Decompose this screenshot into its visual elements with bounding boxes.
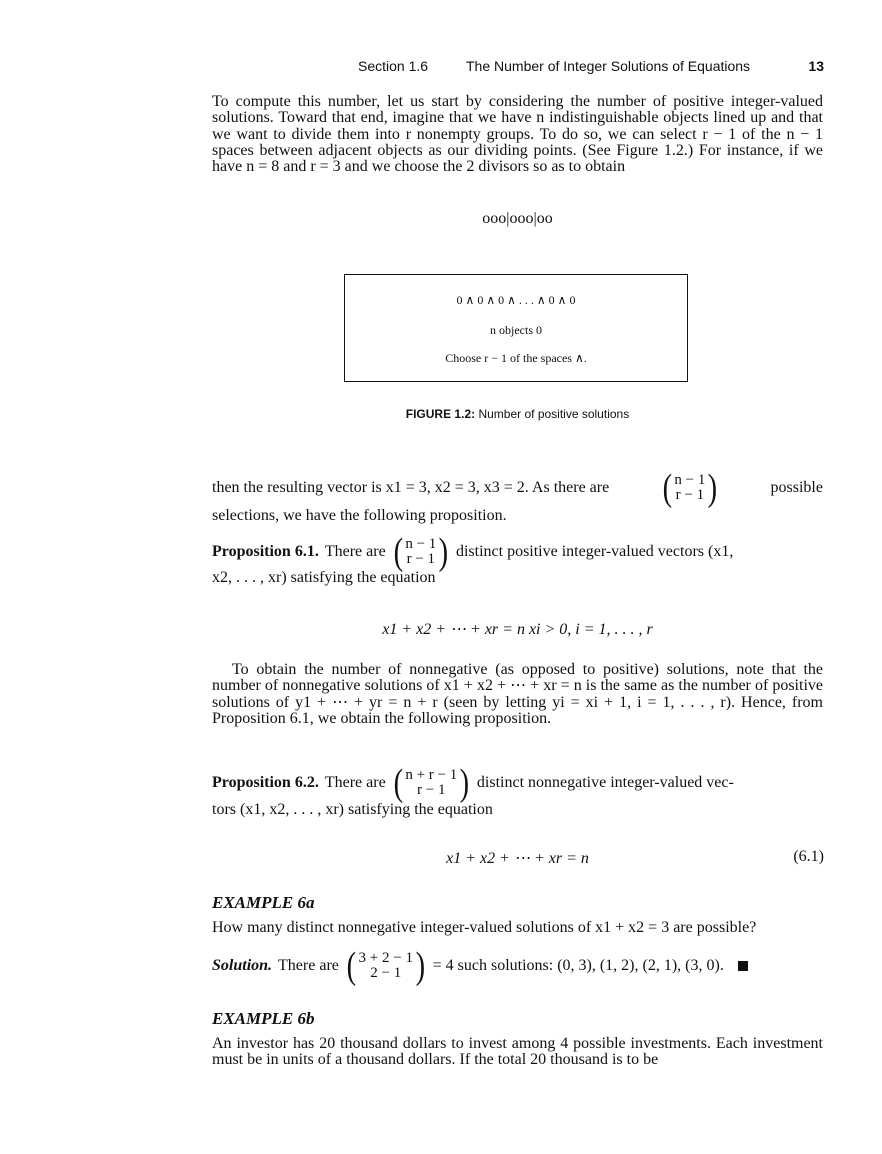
example-6b-text: An investor has 20 thousand dollars to invest among 4 possible investments. Each investment must be in units of a thousand dollars. If the total 20 thousand is to be bbox=[212, 1035, 823, 1069]
binom-top: n − 1 bbox=[405, 536, 437, 552]
binom-bottom: 2 − 1 bbox=[370, 965, 402, 981]
binomial-n1-r1: ( n − 1 r − 1 ) bbox=[662, 467, 718, 509]
proposition-6-1-before: There are bbox=[324, 542, 386, 560]
binom-bottom: r − 1 bbox=[406, 551, 436, 567]
binom-top: n + r − 1 bbox=[405, 767, 458, 783]
divider-display: ooo|ooo|oo bbox=[482, 210, 553, 227]
figure-objects-label: n objects 0 bbox=[490, 323, 542, 337]
figure-caption-label: FIGURE 1.2: bbox=[405, 407, 476, 421]
qed-square-icon bbox=[738, 961, 748, 971]
example-6b-title: EXAMPLE 6b bbox=[212, 1009, 315, 1028]
solution-before: There are bbox=[278, 956, 339, 974]
vector-text-after: possible bbox=[770, 478, 823, 496]
proposition-6-2-line2: tors (x1, x2, . . . , xr) satisfying the equation bbox=[212, 801, 493, 818]
section-title: The Number of Integer Solutions of Equations bbox=[466, 58, 751, 74]
example-6a-solution bbox=[212, 946, 823, 986]
binom-top: 3 + 2 − 1 bbox=[358, 950, 413, 966]
binomial-nr1-r1: ( n + r − 1 r − 1 ) bbox=[393, 762, 470, 804]
example-6a-question: How many distinct nonnegative integer-valued solutions of x1 + x2 = 3 are possible? bbox=[212, 919, 757, 936]
equation-number: (6.1) bbox=[793, 848, 824, 865]
binomial-n1-r1: ( n − 1 r − 1 ) bbox=[393, 531, 449, 573]
binom-top: n − 1 bbox=[674, 472, 706, 488]
figure-caption-text: Number of positive solutions bbox=[478, 407, 630, 421]
proposition-6-1-line2: x2, . . . , xr) satisfying the equation bbox=[212, 569, 436, 586]
section-label: Section 1.6 bbox=[358, 58, 429, 74]
equation-6-1: x1 + x2 + ⋯ + xr = n bbox=[446, 850, 589, 867]
proposition-6-1 bbox=[212, 531, 823, 586]
binom-bottom: r − 1 bbox=[417, 782, 446, 798]
proposition-6-2 bbox=[212, 764, 823, 818]
example-6a-title: EXAMPLE 6a bbox=[212, 893, 315, 912]
vector-text-before: then the resulting vector is x1 = 3, x2 = 3, x3 = 2. As there are bbox=[212, 478, 610, 496]
proposition-6-2-label: Proposition 6.2. bbox=[212, 773, 319, 791]
solution-label: Solution. bbox=[212, 956, 273, 974]
vector-text-line2: selections, we have the following proposition. bbox=[212, 507, 507, 524]
proposition-6-1-label: Proposition 6.1. bbox=[212, 542, 319, 560]
figure-caption bbox=[212, 407, 823, 421]
intro-paragraph: To compute this number, let us start by considering the number of positive integer-valued solutions. Toward that end, imagine that we have n indistinguishable objects lined up and that we want to divide them into r nonempty groups. To do so, we can select r − 1 of the n − 1 spaces between adjacent objects as our dividing points. (See Figure 1.2.) For instance, if we have n = 8 and r = 3 and we choose the 2 divisors so as to obtain bbox=[212, 93, 823, 176]
binom-bottom: r − 1 bbox=[675, 487, 705, 503]
nonnegative-paragraph: To obtain the number of nonnegative (as opposed to positive) solutions, note that the number of nonnegative solutions of x1 + x2 + ⋯ + xr = n is the same as the number of positive solutions of y1 + ⋯ + yr = n + r (seen by letting yi = xi + 1, i = 1, . . . , r). Hence, from Proposition 6.1, we obtain the following proposition. bbox=[212, 661, 823, 727]
proposition-6-2-before: There are bbox=[324, 773, 386, 791]
figure-choose-label: Choose r − 1 of the spaces ∧. bbox=[445, 351, 587, 365]
page-number: 13 bbox=[808, 58, 824, 74]
vector-paragraph bbox=[212, 467, 823, 524]
figure-objects-line: 0 ∧ 0 ∧ 0 ∧ . . . ∧ 0 ∧ 0 bbox=[456, 293, 576, 307]
equation-positive: x1 + x2 + ⋯ + xr = n xi > 0, i = 1, . . . , r bbox=[382, 621, 653, 638]
proposition-6-1-after: distinct positive integer-valued vectors (x1, bbox=[455, 542, 734, 560]
binomial-example: ( 3 + 2 − 1 2 − 1 ) bbox=[346, 945, 426, 987]
solution-after: = 4 such solutions: (0, 3), (1, 2), (2, 1), (3, 0). bbox=[432, 956, 724, 974]
proposition-6-2-after: distinct nonnegative integer-valued vec- bbox=[476, 773, 734, 791]
figure-box bbox=[344, 274, 688, 382]
